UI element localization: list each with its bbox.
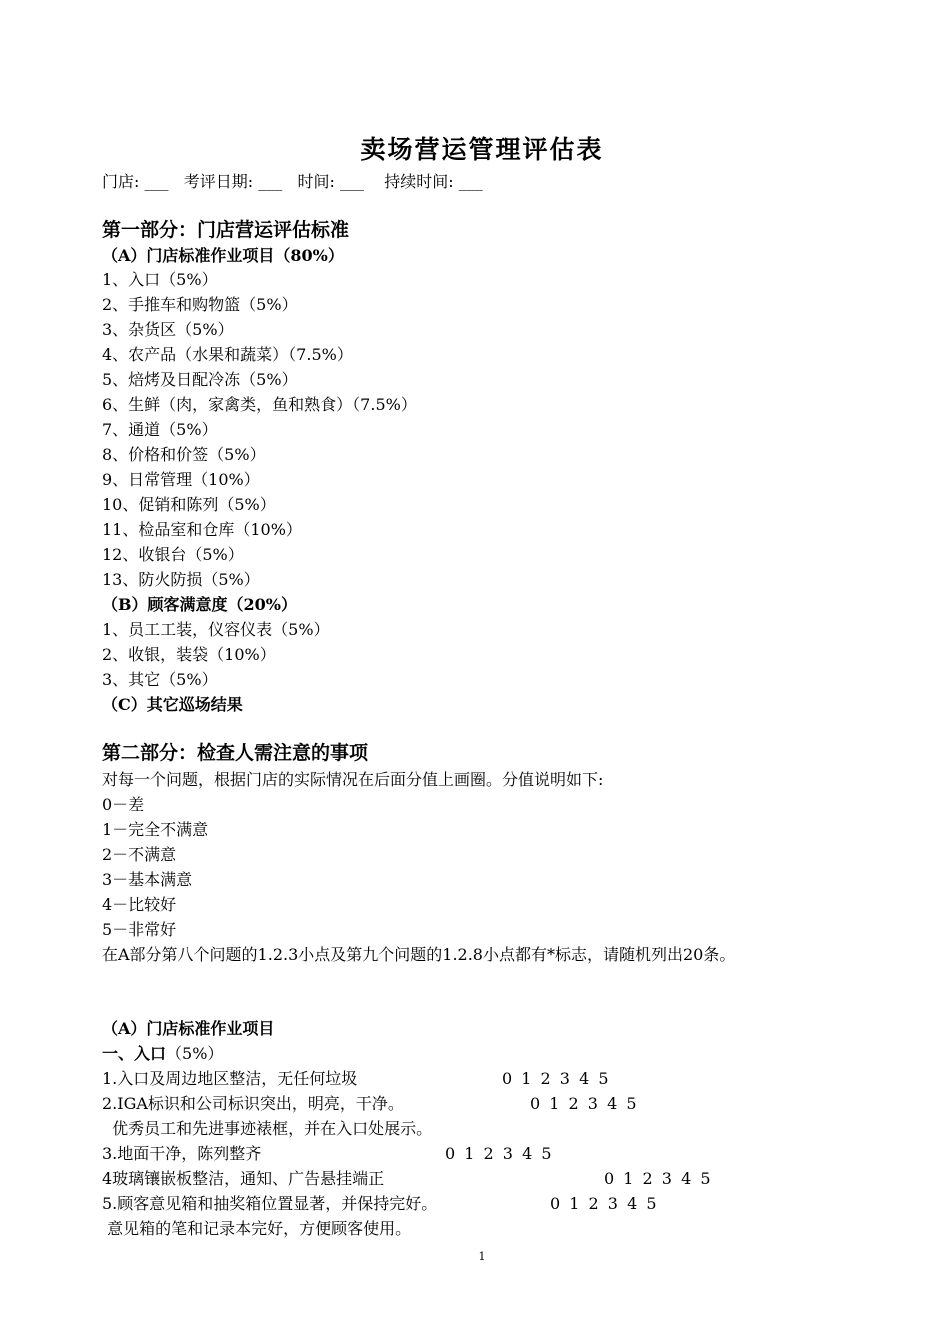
list-item: 5、焙烤及日配冷冻（5%）	[102, 370, 298, 389]
checklist-item: 4玻璃镶嵌板整洁，通知、广告悬挂端正	[102, 1169, 385, 1188]
detail-subheading-label: 一、入口	[102, 1044, 167, 1063]
detail-subheading	[102, 1044, 223, 1064]
score-options[interactable]: 0 1 2 3 4 5	[604, 1169, 713, 1188]
list-item: 4、农产品（水果和蔬菜）（7.5%）	[102, 345, 353, 364]
list-item: 8、价格和价签（5%）	[102, 445, 266, 464]
part2-intro: 对每一个问题，根据门店的实际情况在后面分值上画圈。分值说明如下:	[102, 770, 604, 789]
list-item: 11、检品室和仓库（10%）	[102, 520, 302, 539]
detail-subheading-pct: （5%）	[166, 1044, 224, 1063]
list-item: 2、收银，装袋（10%）	[102, 645, 276, 664]
part2-heading: 第二部分：检查人需注意的事项	[102, 742, 369, 764]
checklist-item: 优秀员工和先进事迹裱框，并在入口处展示。	[102, 1119, 433, 1138]
score-options[interactable]: 0 1 2 3 4 5	[550, 1194, 659, 1213]
list-item: 13、防火防损（5%）	[102, 570, 260, 589]
part1-heading: 第一部分：门店营运评估标准	[102, 219, 350, 241]
detail-heading: （A）门店标准作业项目	[102, 1019, 275, 1038]
checklist-item: 1.入口及周边地区整洁，无任何垃圾	[102, 1069, 358, 1088]
list-item: 2、手推车和购物篮（5%）	[102, 295, 298, 314]
list-item: 7、通道（5%）	[102, 420, 218, 439]
checklist-item: 5.顾客意见箱和抽奖箱位置显著，并保持完好。	[102, 1194, 438, 1213]
list-item: 1、员工工装，仪容仪表（5%）	[102, 620, 330, 639]
score-options[interactable]: 0 1 2 3 4 5	[445, 1144, 554, 1163]
scale-item: 1－完全不满意	[102, 820, 209, 839]
list-item: 9、日常管理（10%）	[102, 470, 260, 489]
list-item: 12、收银台（5%）	[102, 545, 244, 564]
scale-item: 2－不满意	[102, 845, 177, 864]
page-number: 1	[478, 1250, 486, 1263]
scale-item: 0－差	[102, 795, 145, 814]
section-c-heading: （C）其它巡场结果	[102, 695, 243, 714]
document-title: 卖场营运管理评估表	[360, 135, 604, 164]
score-options[interactable]: 0 1 2 3 4 5	[530, 1094, 639, 1113]
checklist-item: 意见箱的笔和记录本完好，方便顾客使用。	[102, 1219, 412, 1238]
list-item: 6、生鲜（肉，家禽类，鱼和熟食）（7.5%）	[102, 395, 417, 414]
list-item: 3、其它（5%）	[102, 670, 218, 689]
checklist-item: 3.地面干净，陈列整齐	[102, 1144, 262, 1163]
part2-note: 在A部分第八个问题的1.2.3小点及第九个问题的1.2.8小点都有*标志，请随机列出20条。	[102, 945, 736, 964]
list-item: 10、促销和陈列（5%）	[102, 495, 276, 514]
score-options[interactable]: 0 1 2 3 4 5	[502, 1069, 611, 1088]
scale-item: 4－比较好	[102, 895, 177, 914]
checklist-item: 2.IGA标识和公司标识突出，明亮，干净。	[102, 1094, 404, 1113]
list-item: 3、杂货区（5%）	[102, 320, 234, 339]
list-item: 1、入口（5%）	[102, 270, 218, 289]
meta-line: 门店: ___ 考评日期: ___ 时间: ___ 持续时间: ___	[102, 172, 483, 191]
scale-item: 3－基本满意	[102, 870, 193, 889]
scale-item: 5－非常好	[102, 920, 177, 939]
section-a-heading: （A）门店标准作业项目（80%）	[102, 246, 344, 265]
section-b-heading: （B）顾客满意度（20%）	[102, 595, 297, 614]
